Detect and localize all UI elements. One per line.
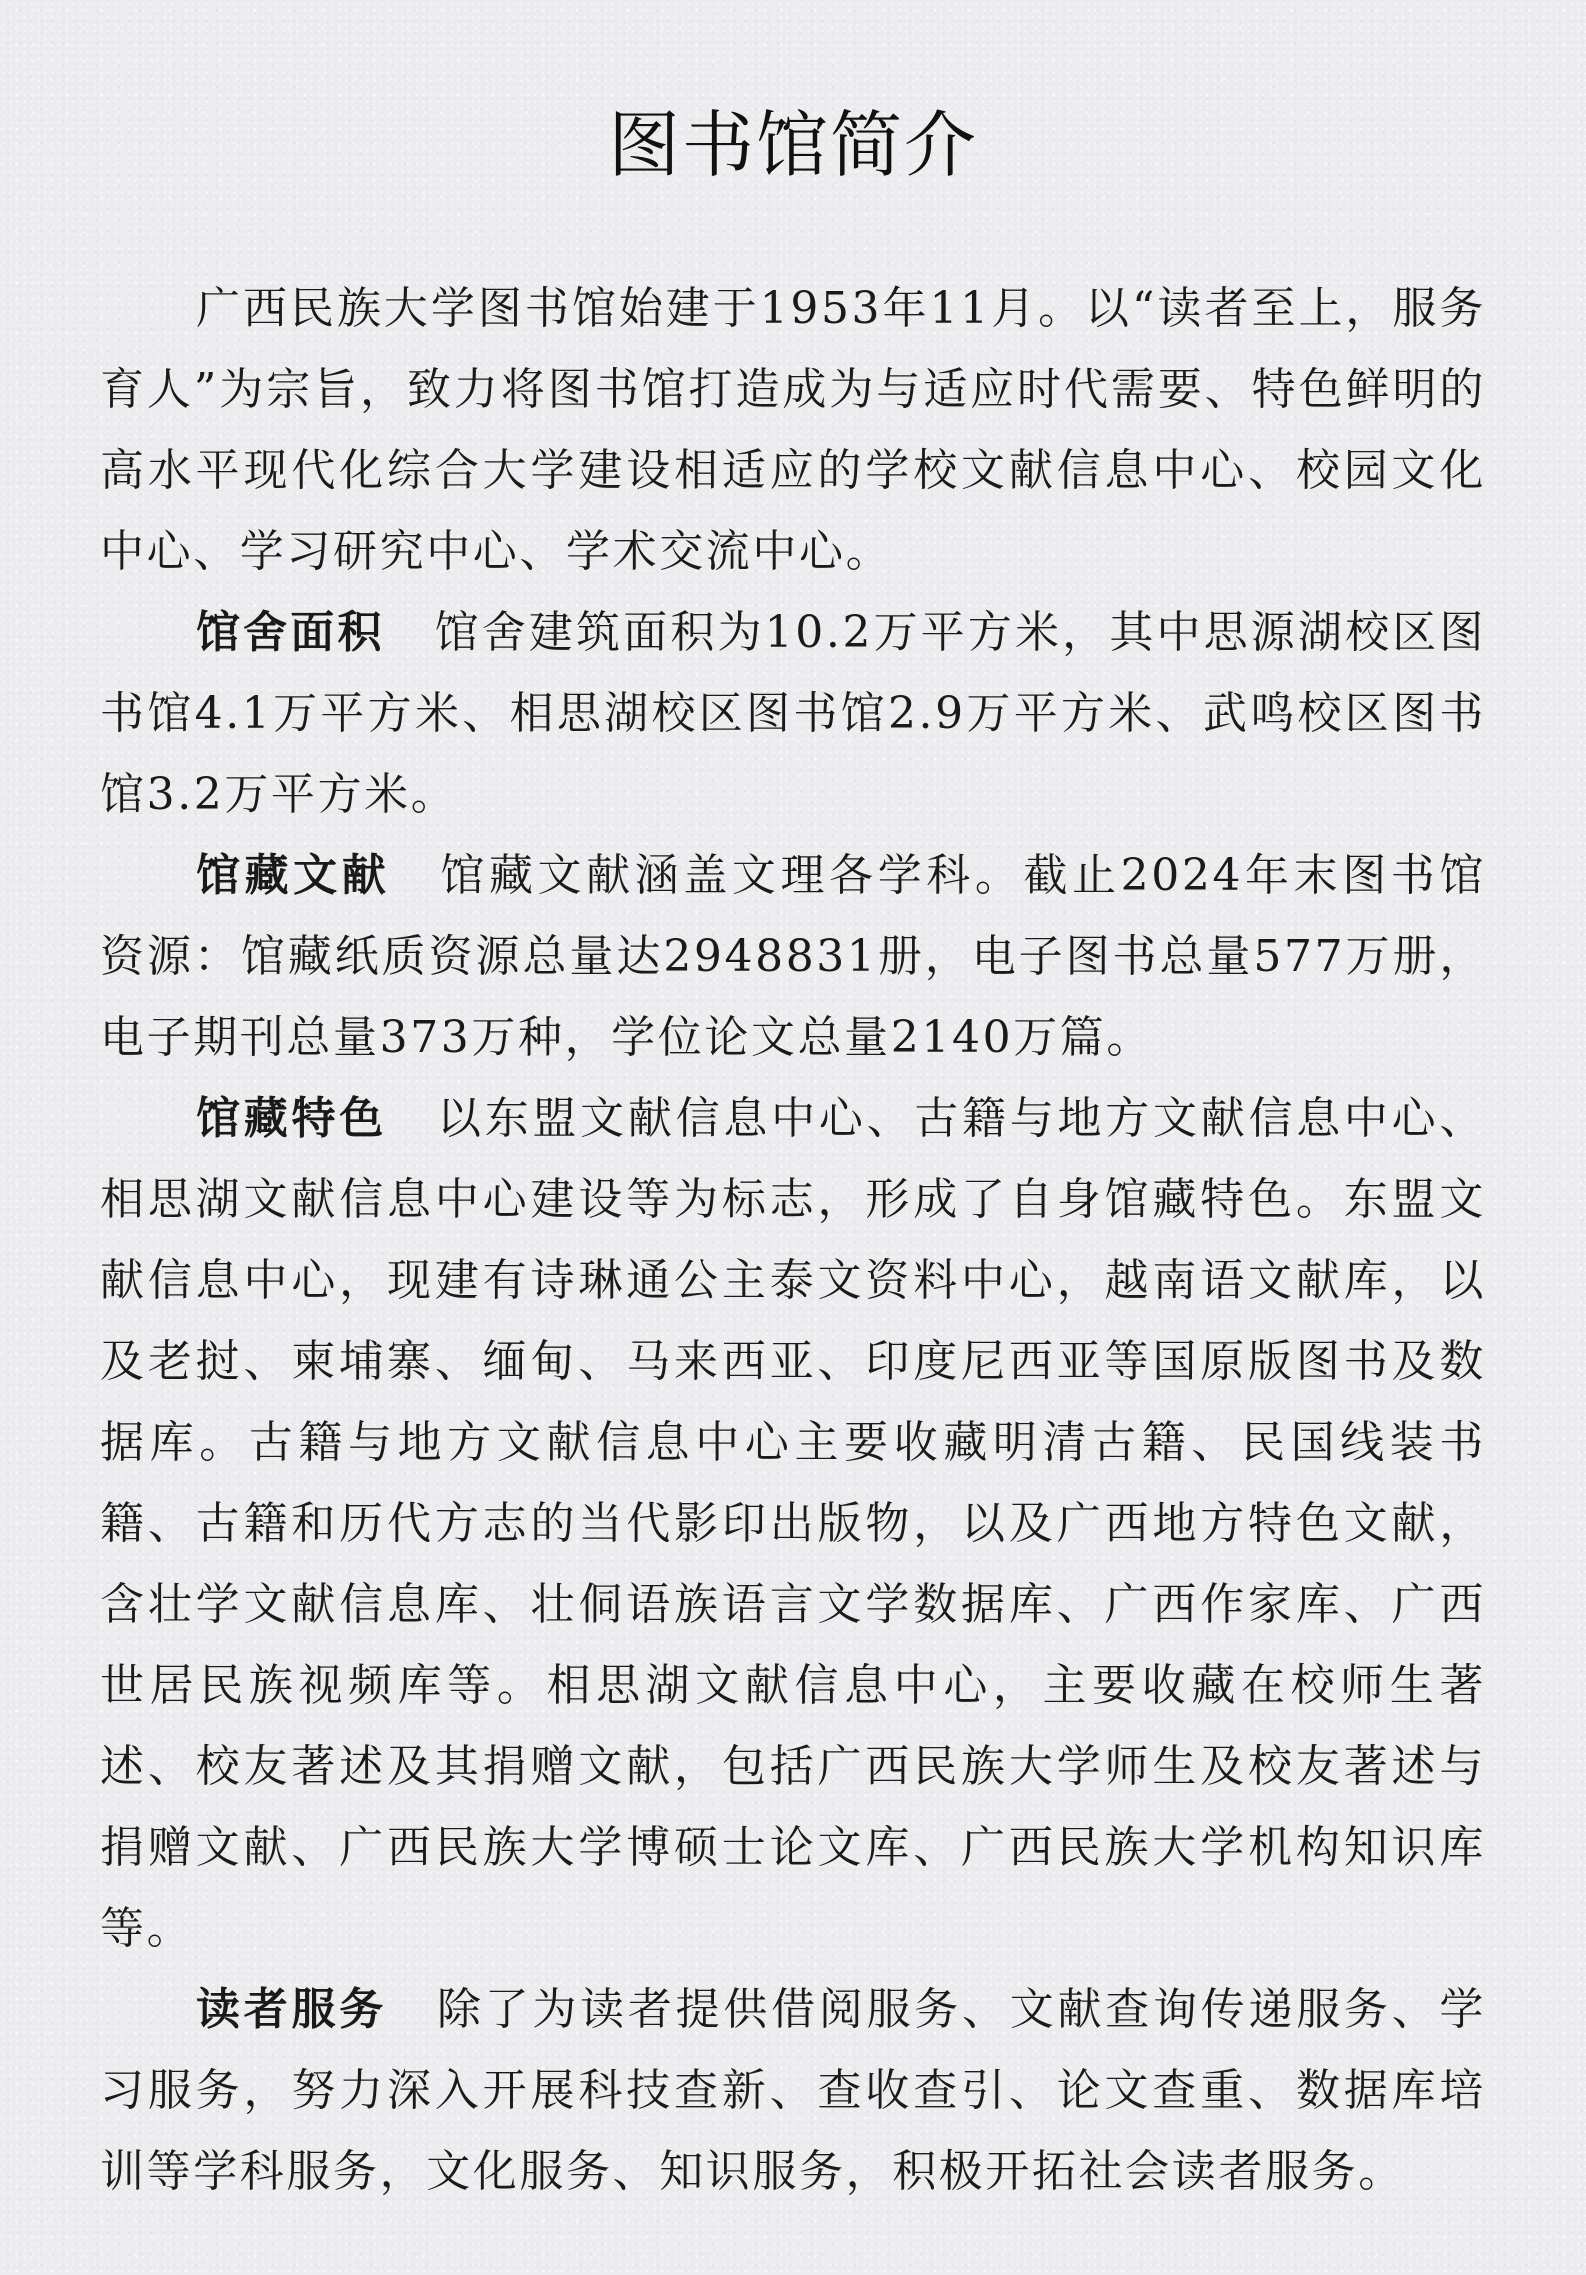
section-reader-services — [100, 1969, 1486, 2212]
section-text-reader-services: 除了为读者提供借阅服务、文献查询传递服务、学习服务，努力深入开展科技查新、查收查引、论文查重、数据库培训等学科服务，文化服务、知识服务，积极开拓社会读者服务。 — [100, 1984, 1486, 2197]
section-building-area — [100, 592, 1486, 835]
section-heading-reader-services: 读者服务 — [196, 1984, 387, 2035]
section-text-building-area: 馆舍建筑面积为10.2万平方米，其中思源湖校区图书馆4.1万平方米、相思湖校区图书馆2.9万平方米、武鸣校区图书馆3.2万平方米。 — [100, 607, 1486, 820]
section-text-collection: 馆藏文献涵盖文理各学科。截止2024年末图书馆资源：馆藏纸质资源总量达2948831册，电子图书总量577万册，电子期刊总量373万种，学位论文总量2140万篇。 — [100, 850, 1486, 1063]
section-heading-collection-features: 馆藏特色 — [196, 1093, 387, 1144]
intro-paragraph: 广西民族大学图书馆始建于1953年11月。以“读者至上，服务育人”为宗旨，致力将图书馆打造成为与适应时代需要、特色鲜明的高水平现代化综合大学建设相适应的学校文献信息中心、校园文化中心、学习研究中心、学术交流中心。 — [100, 283, 1486, 577]
section-collection — [100, 835, 1486, 1078]
page-title: 图书馆简介 — [607, 103, 978, 187]
section-heading-collection: 馆藏文献 — [196, 850, 391, 901]
section-collection-features — [100, 1078, 1486, 1969]
document-body — [100, 268, 1486, 2212]
section-heading-building-area: 馆舍面积 — [196, 607, 385, 658]
section-text-collection-features: 以东盟文献信息中心、古籍与地方文献信息中心、相思湖文献信息中心建设等为标志，形成了自身馆藏特色。东盟文献信息中心，现建有诗琳通公主泰文资料中心，越南语文献库，以及老挝、柬埔寨、缅甸、马来西亚、印度尼西亚等国原版图书及数据库。古籍与地方文献信息中心主要收藏明清古籍、民国线装书籍、古籍和历代方志的当代影印出版物，以及广西地方特色文献，含壮学文献信息库、壮侗语族语言文学数据库、广西作家库、广西世居民族视频库等。相思湖文献信息中心，主要收藏在校师生著述、校友著述及其捐赠文献，包括广西民族大学师生及校友著述与捐赠文献、广西民族大学博硕士论文库、广西民族大学机构知识库等。 — [100, 1093, 1486, 1954]
